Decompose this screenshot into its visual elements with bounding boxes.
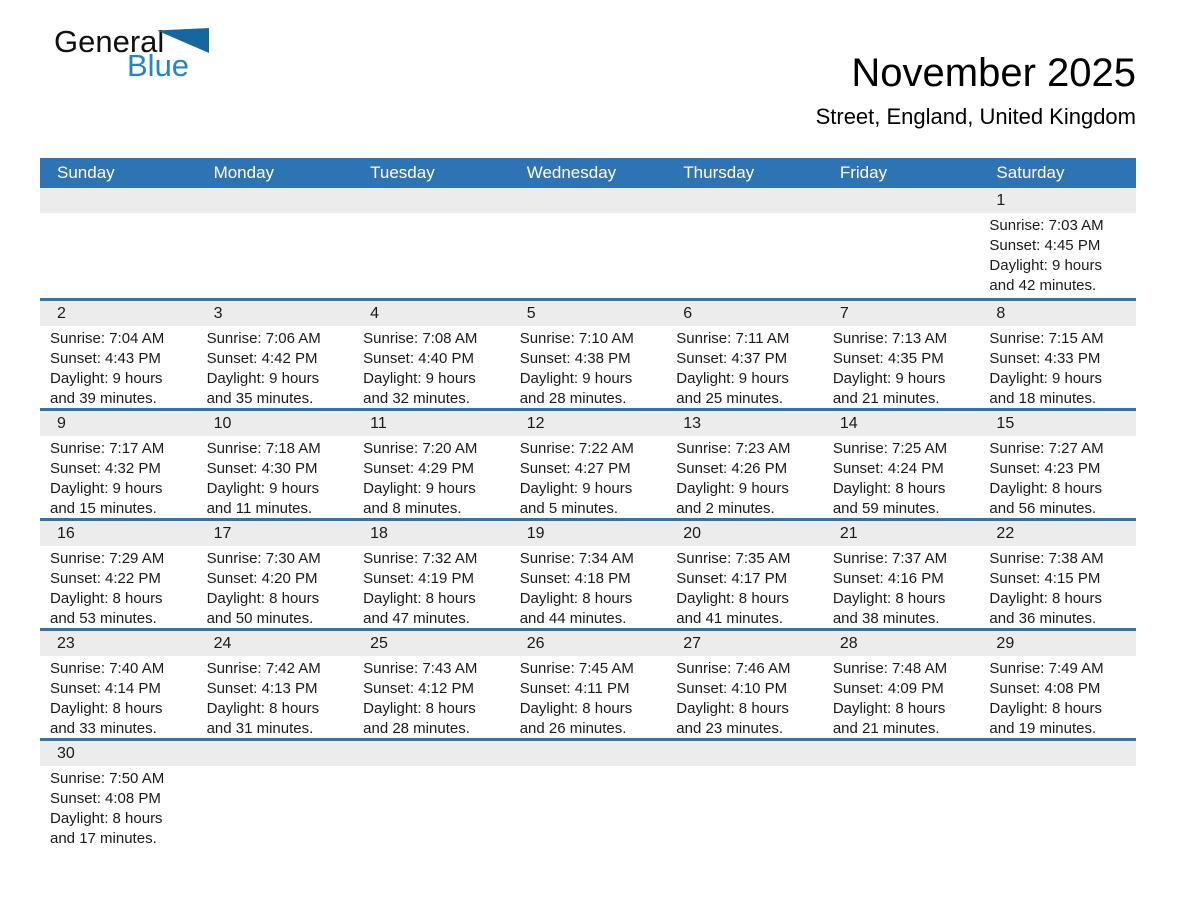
week-row-1: [40, 188, 1136, 298]
day-cell-empty: [197, 188, 354, 298]
daylight-text-cont: and 17 minutes.: [50, 830, 157, 847]
day-number: 14: [823, 411, 980, 436]
weekday-wednesday: Wednesday: [526, 163, 617, 182]
day-number: 21: [823, 521, 980, 546]
daylight-text-cont: and 25 minutes.: [676, 390, 784, 407]
daylight-text: Daylight: 8 hours: [832, 700, 946, 717]
day-cell-9: [40, 411, 197, 518]
day-number: 27: [666, 631, 823, 656]
daylight-text-cont: and 19 minutes.: [989, 720, 1097, 737]
sunrise-text: Sunrise: 7:22 AM: [519, 440, 634, 457]
daylight-text: Daylight: 9 hours: [989, 370, 1102, 387]
sunrise-text: Sunrise: 7:43 AM: [363, 660, 478, 677]
day-number: [353, 741, 510, 766]
daylight-text-cont: and 26 minutes.: [519, 720, 627, 737]
sunrise-text: Sunrise: 7:30 AM: [206, 550, 321, 567]
daylight-text-cont: and 59 minutes.: [832, 500, 940, 517]
day-number: [823, 188, 980, 213]
day-cell-21: [823, 521, 980, 628]
sunset-text: Sunset: 4:30 PM: [206, 460, 318, 477]
weekday-sunday: Sunday: [57, 163, 115, 182]
daylight-text: Daylight: 9 hours: [363, 480, 476, 497]
daylight-text: Daylight: 9 hours: [206, 370, 320, 387]
day-number: 24: [197, 631, 354, 656]
day-cell-18: [353, 521, 510, 628]
day-cell-1: [979, 188, 1136, 298]
page-header: [40, 0, 1136, 158]
day-number: 22: [979, 521, 1136, 546]
sunrise-text: Sunrise: 7:37 AM: [832, 550, 948, 567]
sunset-text: Sunset: 4:20 PM: [206, 570, 318, 587]
daylight-text: Daylight: 8 hours: [989, 590, 1102, 607]
day-number: 20: [666, 521, 823, 546]
daylight-text-cont: and 39 minutes.: [50, 390, 157, 407]
daylight-text: Daylight: 8 hours: [989, 700, 1102, 717]
sunrise-text: Sunrise: 7:17 AM: [50, 440, 165, 457]
day-cell-19: [510, 521, 667, 628]
day-number: [510, 741, 667, 766]
sunset-text: Sunset: 4:17 PM: [676, 570, 788, 587]
sunrise-text: Sunrise: 7:04 AM: [50, 330, 165, 347]
sunrise-text: Sunrise: 7:29 AM: [50, 550, 165, 567]
sunrise-text: Sunrise: 7:42 AM: [206, 660, 321, 677]
title-block: [436, 0, 1136, 130]
daylight-text-cont: and 2 minutes.: [676, 500, 775, 517]
day-cell-2: [40, 301, 197, 408]
daylight-text-cont: and 42 minutes.: [989, 277, 1097, 294]
day-number: [197, 188, 354, 213]
daylight-text: Daylight: 8 hours: [519, 700, 633, 717]
sunrise-text: Sunrise: 7:08 AM: [363, 330, 478, 347]
day-cell-13: [666, 411, 823, 518]
day-cell-25: [353, 631, 510, 738]
sunset-text: Sunset: 4:33 PM: [989, 350, 1101, 367]
day-cell-7: [823, 301, 980, 408]
day-number: [979, 741, 1136, 766]
daylight-text-cont: and 50 minutes.: [206, 610, 314, 627]
day-number: 4: [353, 301, 510, 326]
day-cell-14: [823, 411, 980, 518]
sunrise-text: Sunrise: 7:50 AM: [50, 770, 165, 787]
day-number: 29: [979, 631, 1136, 656]
day-number: 11: [353, 411, 510, 436]
day-cell-22: [979, 521, 1136, 628]
logo-text-blue: Blue: [127, 48, 190, 83]
sunset-text: Sunset: 4:09 PM: [832, 680, 944, 697]
sunset-text: Sunset: 4:11 PM: [519, 680, 630, 697]
sunset-text: Sunset: 4:14 PM: [50, 680, 161, 697]
sunset-text: Sunset: 4:16 PM: [832, 570, 944, 587]
daylight-text: Daylight: 9 hours: [989, 257, 1102, 274]
sunrise-text: Sunrise: 7:45 AM: [519, 660, 634, 677]
sunset-text: Sunset: 4:12 PM: [363, 680, 475, 697]
sunset-text: Sunset: 4:23 PM: [989, 460, 1101, 477]
sunset-text: Sunset: 4:42 PM: [206, 350, 318, 367]
sunrise-text: Sunrise: 7:10 AM: [519, 330, 634, 347]
daylight-text-cont: and 28 minutes.: [519, 390, 627, 407]
day-cell-29: [979, 631, 1136, 738]
sunrise-text: Sunrise: 7:46 AM: [676, 660, 791, 677]
sunrise-text: Sunrise: 7:38 AM: [989, 550, 1104, 567]
day-cell-6: [666, 301, 823, 408]
sunrise-text: Sunrise: 7:25 AM: [832, 440, 948, 457]
daylight-text: Daylight: 8 hours: [519, 590, 633, 607]
day-cell-4: [353, 301, 510, 408]
logo-text-general: General: [54, 24, 165, 59]
daylight-text-cont: and 38 minutes.: [832, 610, 940, 627]
week-row-5: [40, 628, 1136, 738]
day-number: [666, 741, 823, 766]
day-cell-27: [666, 631, 823, 738]
day-number: 19: [510, 521, 667, 546]
day-cell-28: [823, 631, 980, 738]
day-number: 26: [510, 631, 667, 656]
daylight-text-cont: and 44 minutes.: [519, 610, 627, 627]
day-cell-empty: [353, 741, 510, 848]
day-cell-5: [510, 301, 667, 408]
daylight-text: Daylight: 9 hours: [519, 480, 633, 497]
sunset-text: Sunset: 4:10 PM: [676, 680, 788, 697]
day-number: 7: [823, 301, 980, 326]
sunset-text: Sunset: 4:15 PM: [989, 570, 1101, 587]
sunrise-text: Sunrise: 7:06 AM: [206, 330, 321, 347]
daylight-text-cont: and 56 minutes.: [989, 500, 1097, 517]
general-blue-logo: [54, 24, 224, 94]
daylight-text: Daylight: 9 hours: [676, 480, 789, 497]
daylight-text: Daylight: 9 hours: [676, 370, 789, 387]
daylight-text-cont: and 18 minutes.: [989, 390, 1097, 407]
sunrise-text: Sunrise: 7:48 AM: [832, 660, 948, 677]
daylight-text-cont: and 15 minutes.: [50, 500, 157, 517]
day-number: [353, 188, 510, 213]
day-number: 30: [40, 741, 197, 766]
day-number: 28: [823, 631, 980, 656]
sunrise-text: Sunrise: 7:03 AM: [989, 217, 1104, 234]
day-cell-23: [40, 631, 197, 738]
daylight-text: Daylight: 8 hours: [50, 810, 163, 827]
daylight-text-cont: and 8 minutes.: [363, 500, 462, 517]
daylight-text-cont: and 35 minutes.: [206, 390, 314, 407]
week-row-2: [40, 298, 1136, 408]
page-title: November 2025: [851, 51, 1136, 95]
day-number: 8: [979, 301, 1136, 326]
day-number: 25: [353, 631, 510, 656]
day-cell-empty: [666, 741, 823, 848]
weekday-thursday: Thursday: [683, 163, 755, 182]
day-number: 16: [40, 521, 197, 546]
day-number: 13: [666, 411, 823, 436]
daylight-text: Daylight: 8 hours: [676, 590, 789, 607]
day-number: 23: [40, 631, 197, 656]
daylight-text-cont: and 21 minutes.: [832, 390, 940, 407]
daylight-text: Daylight: 9 hours: [832, 370, 946, 387]
sunrise-text: Sunrise: 7:35 AM: [676, 550, 791, 567]
sunrise-text: Sunrise: 7:13 AM: [832, 330, 948, 347]
day-cell-empty: [40, 188, 197, 298]
day-cell-empty: [197, 741, 354, 848]
sunrise-text: Sunrise: 7:15 AM: [989, 330, 1104, 347]
day-number: 18: [353, 521, 510, 546]
daylight-text: Daylight: 8 hours: [50, 700, 163, 717]
daylight-text: Daylight: 8 hours: [50, 590, 163, 607]
daylight-text: Daylight: 9 hours: [519, 370, 633, 387]
sunset-text: Sunset: 4:29 PM: [363, 460, 475, 477]
sunset-text: Sunset: 4:27 PM: [519, 460, 631, 477]
day-cell-20: [666, 521, 823, 628]
day-cell-26: [510, 631, 667, 738]
day-cell-empty: [979, 741, 1136, 848]
weekday-header-row: [40, 158, 1136, 188]
daylight-text: Daylight: 8 hours: [832, 480, 946, 497]
daylight-text-cont: and 47 minutes.: [363, 610, 470, 627]
day-cell-16: [40, 521, 197, 628]
daylight-text-cont: and 21 minutes.: [832, 720, 940, 737]
weekday-monday: Monday: [213, 163, 275, 182]
day-number: 5: [510, 301, 667, 326]
daylight-text: Daylight: 9 hours: [363, 370, 476, 387]
calendar-page: [40, 0, 1136, 848]
day-cell-empty: [510, 188, 667, 298]
sunrise-text: Sunrise: 7:49 AM: [989, 660, 1104, 677]
daylight-text-cont: and 5 minutes.: [519, 500, 619, 517]
day-number: 10: [197, 411, 354, 436]
day-number: 2: [40, 301, 197, 326]
daylight-text: Daylight: 8 hours: [363, 590, 476, 607]
daylight-text: Daylight: 9 hours: [50, 370, 163, 387]
sunset-text: Sunset: 4:37 PM: [676, 350, 788, 367]
daylight-text-cont: and 36 minutes.: [989, 610, 1097, 627]
day-cell-empty: [823, 741, 980, 848]
day-cell-12: [510, 411, 667, 518]
weekday-saturday: Saturday: [996, 163, 1065, 182]
sunset-text: Sunset: 4:35 PM: [832, 350, 944, 367]
day-cell-17: [197, 521, 354, 628]
sunrise-text: Sunrise: 7:20 AM: [363, 440, 478, 457]
day-number: [510, 188, 667, 213]
sunset-text: Sunset: 4:43 PM: [50, 350, 161, 367]
daylight-text-cont: and 41 minutes.: [676, 610, 784, 627]
day-cell-empty: [353, 188, 510, 298]
sunrise-text: Sunrise: 7:27 AM: [989, 440, 1104, 457]
daylight-text: Daylight: 9 hours: [206, 480, 320, 497]
daylight-text-cont: and 31 minutes.: [206, 720, 314, 737]
weekday-friday: Friday: [839, 163, 888, 182]
sunrise-text: Sunrise: 7:34 AM: [519, 550, 634, 567]
daylight-text: Daylight: 8 hours: [206, 700, 320, 717]
sunset-text: Sunset: 4:38 PM: [519, 350, 631, 367]
week-row-3: [40, 408, 1136, 518]
daylight-text: Daylight: 8 hours: [206, 590, 320, 607]
week-row-4: [40, 518, 1136, 628]
sunset-text: Sunset: 4:32 PM: [50, 460, 161, 477]
day-number: 12: [510, 411, 667, 436]
week-row-6: [40, 738, 1136, 848]
sunrise-text: Sunrise: 7:40 AM: [50, 660, 165, 677]
day-cell-3: [197, 301, 354, 408]
daylight-text: Daylight: 8 hours: [989, 480, 1102, 497]
daylight-text: Daylight: 8 hours: [832, 590, 946, 607]
day-number: [823, 741, 980, 766]
day-cell-10: [197, 411, 354, 518]
day-number: 9: [40, 411, 197, 436]
sunset-text: Sunset: 4:18 PM: [519, 570, 631, 587]
sunset-text: Sunset: 4:08 PM: [989, 680, 1101, 697]
day-number: [40, 188, 197, 213]
sunset-text: Sunset: 4:13 PM: [206, 680, 318, 697]
sunset-text: Sunset: 4:40 PM: [363, 350, 475, 367]
sunset-text: Sunset: 4:22 PM: [50, 570, 161, 587]
daylight-text: Daylight: 8 hours: [676, 700, 789, 717]
day-number: 3: [197, 301, 354, 326]
day-cell-empty: [666, 188, 823, 298]
daylight-text-cont: and 23 minutes.: [676, 720, 784, 737]
sunrise-text: Sunrise: 7:11 AM: [676, 330, 790, 347]
daylight-text: Daylight: 8 hours: [363, 700, 476, 717]
day-number: 17: [197, 521, 354, 546]
sunset-text: Sunset: 4:19 PM: [363, 570, 475, 587]
sunrise-text: Sunrise: 7:32 AM: [363, 550, 478, 567]
daylight-text: Daylight: 9 hours: [50, 480, 163, 497]
day-cell-30: [40, 741, 197, 848]
location-subtitle: Street, England, United Kingdom: [815, 104, 1136, 129]
day-number: [197, 741, 354, 766]
daylight-text-cont: and 28 minutes.: [363, 720, 470, 737]
sunset-text: Sunset: 4:45 PM: [989, 237, 1101, 254]
day-cell-8: [979, 301, 1136, 408]
daylight-text-cont: and 53 minutes.: [50, 610, 157, 627]
daylight-text-cont: and 11 minutes.: [206, 500, 313, 517]
daylight-text-cont: and 32 minutes.: [363, 390, 470, 407]
day-cell-11: [353, 411, 510, 518]
day-number: [666, 188, 823, 213]
day-cell-empty: [823, 188, 980, 298]
weekday-tuesday: Tuesday: [370, 163, 435, 182]
day-number: 6: [666, 301, 823, 326]
daylight-text-cont: and 33 minutes.: [50, 720, 157, 737]
day-cell-empty: [510, 741, 667, 848]
day-cell-15: [979, 411, 1136, 518]
day-number: 15: [979, 411, 1136, 436]
day-cell-24: [197, 631, 354, 738]
sunset-text: Sunset: 4:08 PM: [50, 790, 161, 807]
sunrise-text: Sunrise: 7:18 AM: [206, 440, 321, 457]
sunset-text: Sunset: 4:26 PM: [676, 460, 788, 477]
day-number: 1: [979, 188, 1136, 213]
sunrise-text: Sunrise: 7:23 AM: [676, 440, 791, 457]
sunset-text: Sunset: 4:24 PM: [832, 460, 944, 477]
